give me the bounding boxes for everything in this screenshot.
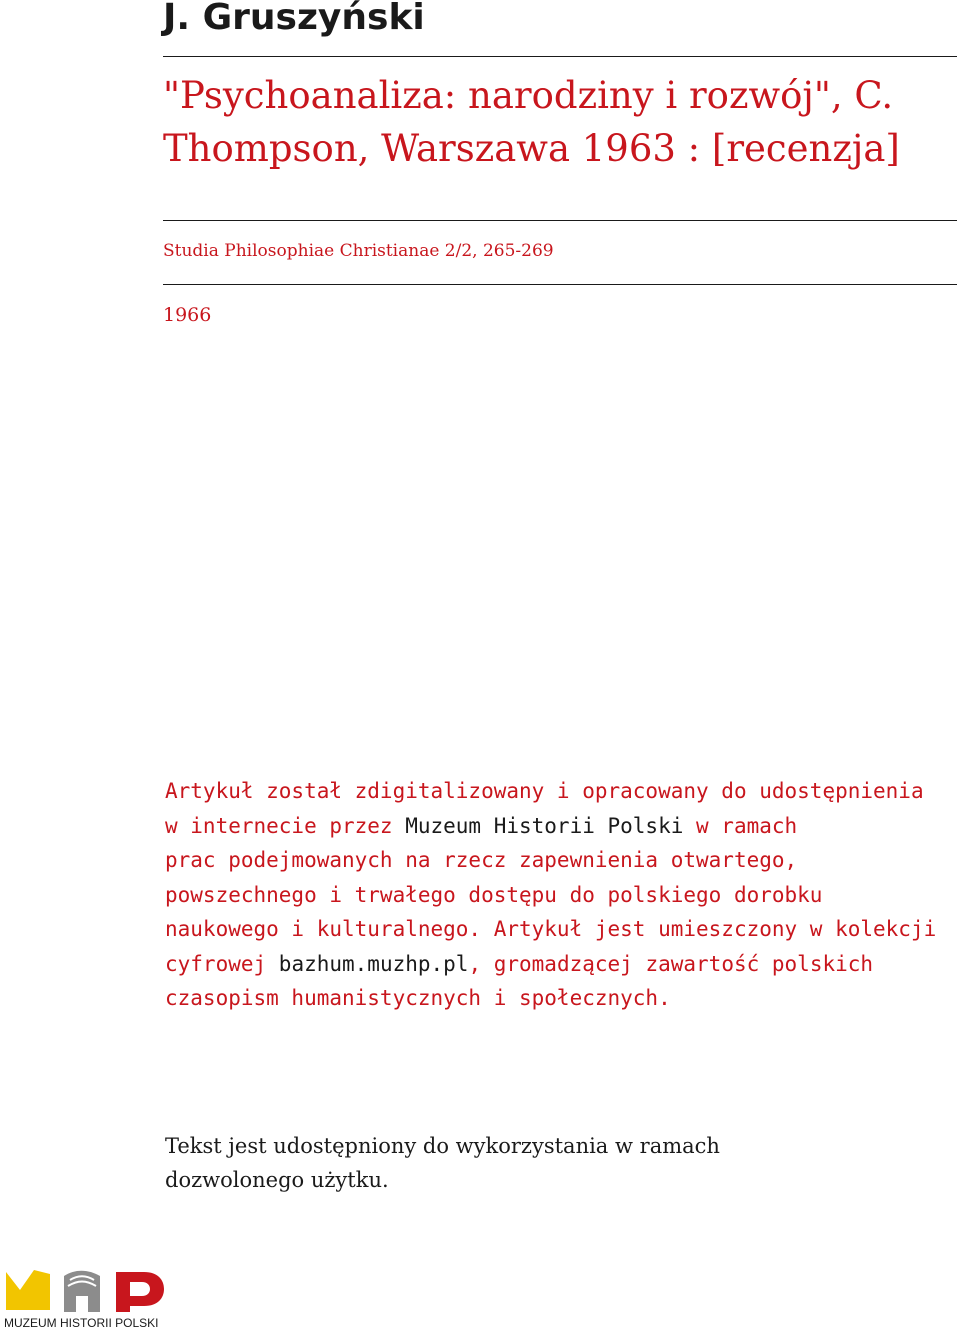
note-line: czasopism humanistycznych i społecznych. <box>165 986 671 1010</box>
journal-citation: Studia Philosophiae Christianae 2/2, 265-269 <box>163 241 554 261</box>
license-line: dozwolonego użytku. <box>165 1168 389 1192</box>
license-line: Tekst jest udostępniony do wykorzystania w ramach <box>165 1134 720 1158</box>
note-line: powszechnego i trwałego dostępu do polskiego dorobku <box>165 882 823 907</box>
article-title: "Psychoanaliza: narodziny i rozwój", C. Thompson, Warszawa 1963 : [recenzja] <box>163 74 900 170</box>
note-line: naukowego i kulturalnego. Artykuł jest umieszczony w kolekcji <box>165 917 937 941</box>
museum-name: Muzeum Historii Polski <box>405 813 684 838</box>
note-line: , gromadzącej zawartość polskich <box>468 951 874 976</box>
logo-caption: MUZEUM HISTORII POLSKI <box>4 1316 159 1330</box>
museum-logo-icon <box>4 1266 170 1316</box>
logo-red-mark <box>116 1272 164 1312</box>
note-line: cyfrowej <box>165 951 279 976</box>
note-line: w ramach <box>683 813 798 838</box>
logo-yellow-mark <box>6 1270 50 1310</box>
divider-journal <box>163 284 957 285</box>
author-name: J. Gruszyński <box>163 0 425 38</box>
divider-title <box>163 220 957 221</box>
divider-top <box>163 56 957 57</box>
publication-year: 1966 <box>163 304 212 326</box>
bazhum-link[interactable]: bazhum.muzhp.pl <box>278 951 469 976</box>
note-line: Artykuł został zdigitalizowany i opracowany do udostępnienia <box>165 779 924 803</box>
museum-logo <box>4 1266 170 1330</box>
license-note <box>165 1129 925 1197</box>
digitization-note <box>165 774 937 1016</box>
note-line: w internecie przez <box>165 813 406 838</box>
note-line: prac podejmowanych na rzecz zapewnienia otwartego, <box>165 848 798 872</box>
